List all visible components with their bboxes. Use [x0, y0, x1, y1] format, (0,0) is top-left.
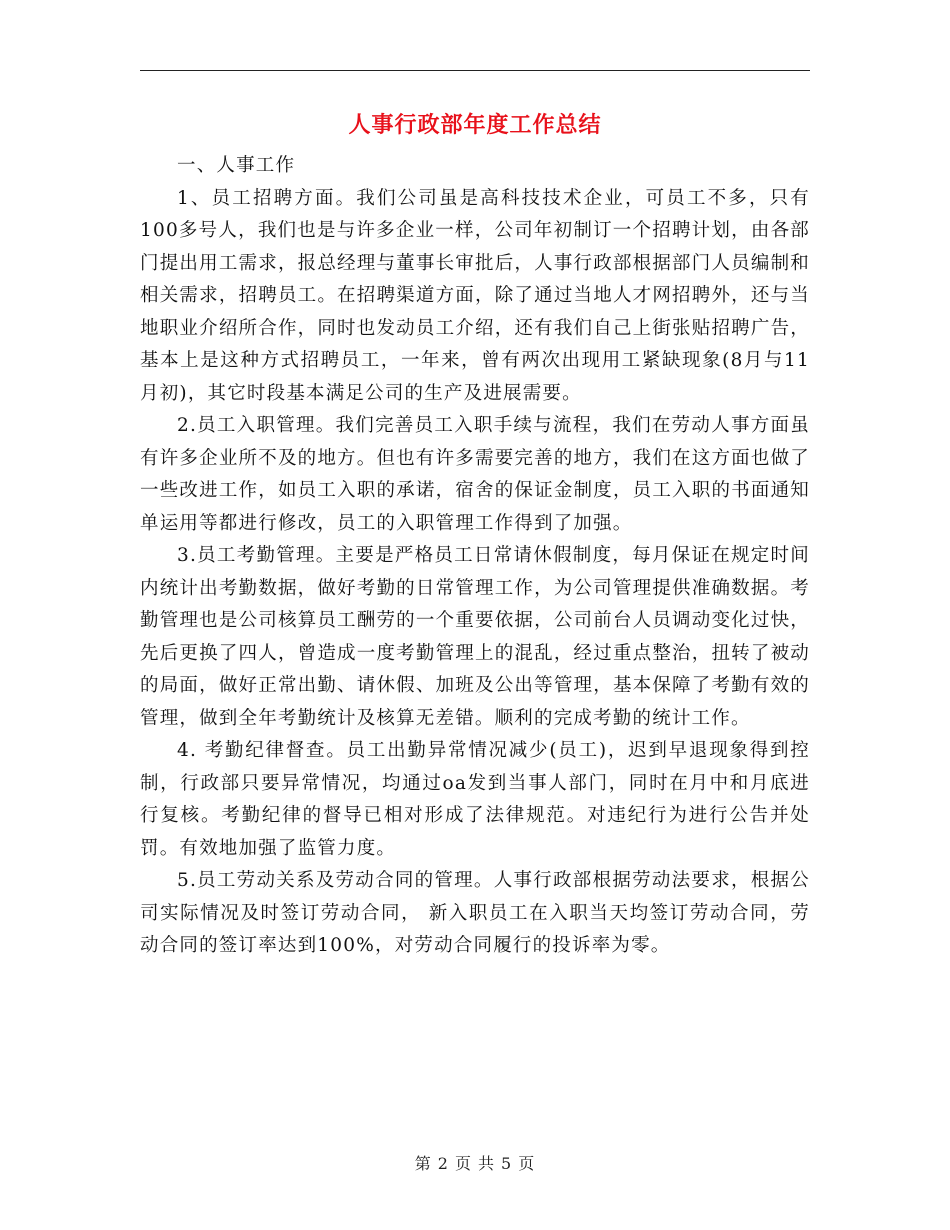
footer-middle: 页 共 — [454, 1154, 496, 1173]
footer-suffix: 页 — [518, 1154, 536, 1173]
document-title: 人事行政部年度工作总结 — [348, 112, 602, 138]
page-footer — [140, 1152, 810, 1176]
footer-prefix: 第 — [414, 1154, 432, 1173]
paragraph-labor-contract: 5.员工劳动关系及劳动合同的管理。人事行政部根据劳动法要求，根据公司实际情况及时签订劳动合同， 新入职员工在入职当天均签订劳动合同，劳动合同的签订率达到100%，对劳动合同履行的投诉率为零。 — [140, 870, 810, 956]
section-heading: 一、人事工作 — [177, 155, 296, 176]
footer-current-page: 2 — [437, 1154, 449, 1173]
header-rule — [140, 70, 810, 71]
document-body — [140, 150, 810, 963]
footer-total-pages: 5 — [501, 1154, 513, 1173]
paragraph-attendance: 3.员工考勤管理。主要是严格员工日常请休假制度，每月保证在规定时间内统计出考勤数据，做好考勤的日常管理工作，为公司管理提供准确数据。考勤管理也是公司核算员工酬劳的一个重要依据，公司前台人员调动变化过快，先后更换了四人，曾造成一度考勤管理上的混乱，经过重点整治，扭转了被动的局面，做好正常出勤、请休假、加班及公出等管理，基本保障了考勤有效的管理，做到全年考勤统计及核算无差错。顺利的完成考勤的统计工作。 — [140, 545, 810, 729]
paragraph-recruitment: 1、员工招聘方面。我们公司虽是高科技技术企业，可员工不多，只有100多号人，我们也是与许多企业一样，公司年初制订一个招聘计划，由各部门提出用工需求，报总经理与董事长审批后，人事行政部根据部门人员编制和相关需求，招聘员工。在招聘渠道方面，除了通过当地人才网招聘外，还与当地职业介绍所合作，同时也发动员工介绍，还有我们自己上街张贴招聘广告，基本上是这种方式招聘员工，一年来，曾有两次出现用工紧缺现象(8月与11月初)，其它时段基本满足公司的生产及进展需要。 — [140, 187, 810, 404]
paragraph-discipline: 4. 考勤纪律督查。员工出勤异常情况减少(员工)，迟到早退现象得到控制，行政部只要异常情况，均通过oa发到当事人部门，同时在月中和月底进行复核。考勤纪律的督导已相对形成了法律规范。对违纪行为进行公告并处罚。有效地加强了监管力度。 — [140, 740, 810, 859]
paragraph-onboarding: 2.员工入职管理。我们完善员工入职手续与流程，我们在劳动人事方面虽有许多企业所不及的地方。但也有许多需要完善的地方，我们在这方面也做了一些改进工作，如员工入职的承诺，宿舍的保证金制度，员工入职的书面通知单运用等都进行修改，员工的入职管理工作得到了加强。 — [140, 415, 810, 534]
